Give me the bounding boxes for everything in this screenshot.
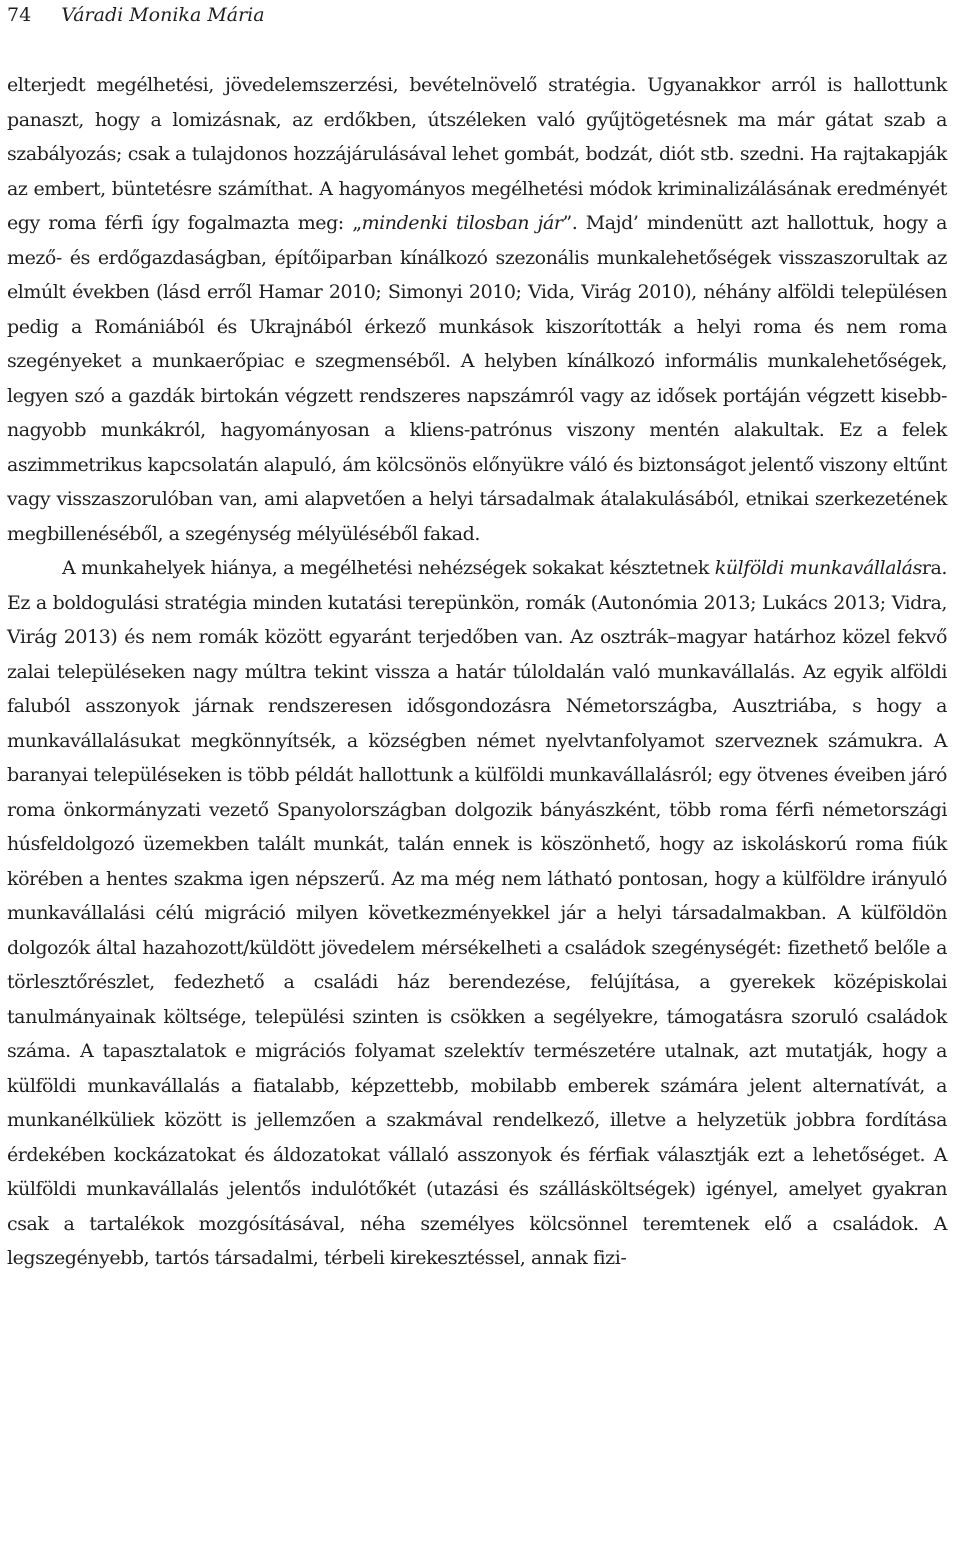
paragraph-text: elterjedt megélhetési, jövedelemszerzési, bevételnövelő stratégia. Ugyanakkor arról is hallottunk panaszt, hogy a lomizásnak, az erdőkben, útszéleken való gyűjtögetésnek ma már gátat szab a szabályozás; csak a tulajdonos hozzájárulásával lehet gombát, bodzát, diót stb. szedni. Ha rajtakapják az embert, büntetésre számíthat. A hagyományos megélhetési módok kriminalizálásának eredményét egy roma férfi így fogalmazta meg: „ xyxy=(7,74,947,234)
body-text xyxy=(7,68,947,1276)
page-number: 74 xyxy=(7,4,32,26)
italic-term: külföldi munkavállalás xyxy=(714,557,922,579)
page-header xyxy=(7,0,947,30)
quoted-phrase: mindenki tilosban jár xyxy=(361,212,563,234)
paragraph-labour-migration xyxy=(7,551,947,1276)
paragraph-text: ”. Majd’ mindenütt azt hallottuk, hogy a mező- és erdőgazdaságban, építőiparban kínálkozó szezonális munkalehetőségek visszaszorultak az elmúlt években (lásd erről Hamar 2010; Simonyi 2010; Vida, Virág 2010), néhány alföldi településen pedig a Romániából és Ukrajnából érkező munkások kiszorították a helyi roma és nem roma szegényeket a munkaerőpiac e szegmenséből. A helyben kínálkozó informális munkalehetőségek, legyen szó a gazdák birtokán végzett rendszeres napszámról vagy az idősek portáján végzett kisebb-nagyobb munkákról, hagyományosan a kliens-patrónus viszony mentén alakultak. Ez a felek aszimmetrikus kapcsolatán alapuló, ám kölcsönös előnyükre váló és biztonságot jelentő viszony eltűnt vagy visszaszorulóban van, ami alapvetően a helyi társadalmak átalakulásából, etnikai szerkezetének megbillenéséből, a szegénység mélyüléséből fakad. xyxy=(7,212,948,545)
running-head-author: Váradi Monika Mária xyxy=(61,4,265,26)
paragraph-text: A munkahelyek hiánya, a megélhetési nehézségek sokakat késztetnek xyxy=(62,557,715,579)
paragraph-continued xyxy=(7,68,947,551)
paragraph-text: ra. Ez a boldogulási stratégia minden kutatási terepünkön, romák (Autonómia 2013; Lukács 2013; Vidra, Virág 2013) és nem romák között egyaránt terjedőben van. Az osztrák–magyar határhoz közel fekvő zalai településeken nagy múltra tekint vissza a határ túloldalán való munkavállalás. Az egyik alföldi faluból asszonyok járnak rendszeresen idősgondozásra Németországba, Ausztriába, s hogy a munkavállalásukat megkönnyítsék, a községben német nyelvtanfolyamot szerveznek számukra. A baranyai településeken is több példát hallottunk a külföldi munkavállalásról; egy ötvenes éveiben járó roma önkormányzati vezető Spanyolországban dolgozik bányászként, több roma férfi németországi húsfeldolgozó üzemekben talált munkát, talán ennek is köszönhető, hogy az iskoláskorú roma fiúk körében a hentes szakma igen népszerű. Az ma még nem látható pontosan, hogy a külföldre irányuló munkavállalási célú migráció milyen következményekkel jár a helyi társadalmakban. A külföldön dolgozók által hazahozott/küldött jövedelem mérsékelheti a családok szegénységét: fizethető belőle a törlesztőrészlet, fedezhető a családi ház berendezése, felújítása, a gyerekek középiskolai tanulmányainak költsége, települési szinten is csökken a segélyekre, támogatásra szoruló családok száma. A tapasztalatok e migrációs folyamat szelektív természetére utalnak, azt mutatják, hogy a külföldi munkavállalás a fiatalabb, képzettebb, mobilabb emberek számára jelent alternatívát, a munkanélküliek között is jellemzően a szakmával rendelkező, illetve a helyzetük jobbra fordítása érdekében kockázatokat és áldozatokat vállaló asszonyok és férfiak választják ezt a lehetőséget. A külföldi munkavállalás jelentős indulótőkét (utazási és szállásköltségek) igényel, amelyet gyakran csak a tartalékok mozgósításával, néha személyes kölcsönnel teremtenek elő a családok. A legszegényebb, tartós társadalmi, térbeli kirekesztéssel, annak fizi- xyxy=(7,557,947,1269)
